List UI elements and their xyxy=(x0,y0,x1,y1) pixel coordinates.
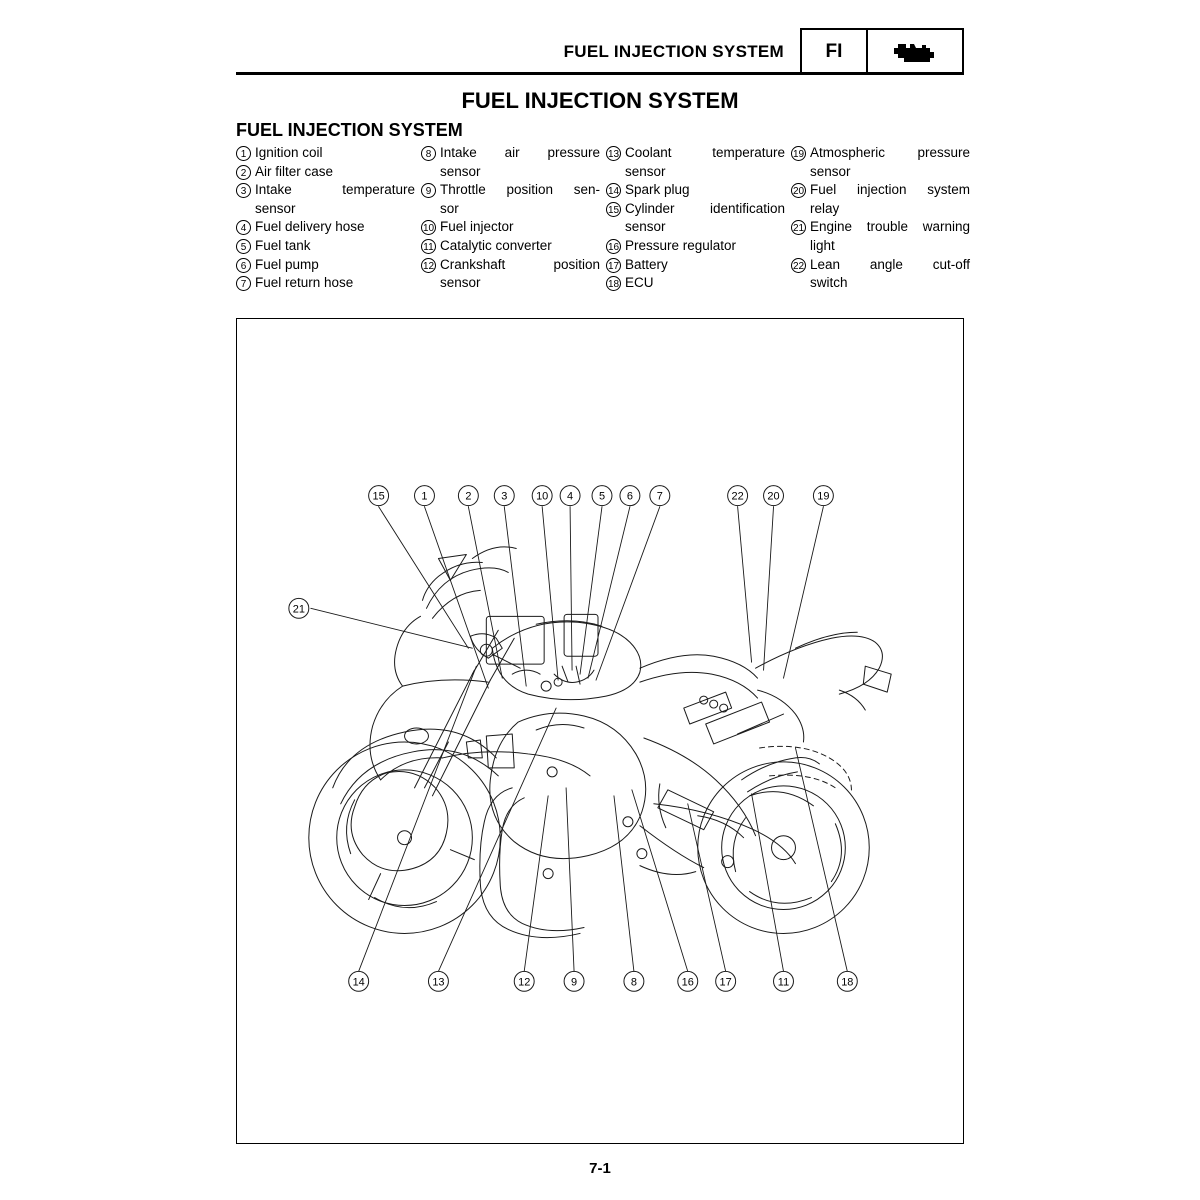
legend-column-4 xyxy=(791,144,976,293)
list-item xyxy=(791,181,970,200)
section-title: FUEL INJECTION SYSTEM xyxy=(236,120,463,140)
svg-text:3: 3 xyxy=(501,490,508,503)
legend-number: 5 xyxy=(236,239,251,254)
legend-label: Crankshaft position xyxy=(440,256,600,272)
legend-label: ECU xyxy=(625,275,654,291)
svg-text:11: 11 xyxy=(777,976,790,989)
svg-text:16: 16 xyxy=(681,976,694,989)
legend-number: 12 xyxy=(421,258,436,273)
list-item-cont xyxy=(421,163,600,182)
svg-text:2: 2 xyxy=(465,490,472,503)
legend-label: Air filter case xyxy=(255,163,334,179)
list-item xyxy=(421,144,600,163)
legend-label: sensor xyxy=(255,200,296,216)
page-number: 7-1 xyxy=(589,1160,611,1177)
legend-label: Spark plug xyxy=(625,182,690,198)
legend-number: 13 xyxy=(606,146,621,161)
list-item xyxy=(421,256,600,275)
list-item-cont xyxy=(606,218,785,237)
legend-number: 15 xyxy=(606,202,621,217)
legend-label: Fuel pump xyxy=(255,256,319,272)
list-item xyxy=(236,274,415,293)
legend-label: Fuel delivery hose xyxy=(255,219,365,235)
engine-icon xyxy=(868,30,962,73)
list-item xyxy=(236,218,415,237)
list-item xyxy=(606,181,785,200)
svg-text:17: 17 xyxy=(719,976,732,989)
legend-number: 11 xyxy=(421,239,436,254)
legend-number: 19 xyxy=(791,146,806,161)
list-item xyxy=(236,237,415,256)
figure-frame xyxy=(236,318,964,1144)
svg-text:14: 14 xyxy=(352,976,365,989)
legend-number: 20 xyxy=(791,183,806,198)
legend-label: Fuel injection system xyxy=(810,182,970,198)
legend-number: 17 xyxy=(606,258,621,273)
legend-label: sensor xyxy=(625,163,666,179)
legend-number: 3 xyxy=(236,183,251,198)
svg-text:21: 21 xyxy=(292,603,305,616)
legend-label: Intake air pressure xyxy=(440,145,600,160)
list-item xyxy=(606,144,785,163)
svg-text:6: 6 xyxy=(626,490,633,503)
list-item-cont xyxy=(791,274,970,293)
list-item xyxy=(421,181,600,200)
legend-label: Coolant temperature xyxy=(625,145,785,160)
svg-text:4: 4 xyxy=(567,490,574,503)
legend-label: sor xyxy=(440,200,459,216)
legend-label: Catalytic converter xyxy=(440,237,552,253)
list-item xyxy=(791,256,970,275)
legend-number: 14 xyxy=(606,183,621,198)
legend-label: Cylinder identification xyxy=(625,200,785,216)
page-header xyxy=(236,28,964,76)
page-title: FUEL INJECTION SYSTEM xyxy=(461,88,739,113)
legend-label: Intake temperature xyxy=(255,182,415,198)
legend-label: Throttle position sen- xyxy=(440,182,600,198)
legend-label: Battery xyxy=(625,256,668,272)
svg-text:22: 22 xyxy=(731,490,744,503)
legend-number: 8 xyxy=(421,146,436,161)
legend-label: relay xyxy=(810,200,840,216)
chapter-code: FI xyxy=(802,30,868,73)
motorcycle-diagram xyxy=(237,319,963,1143)
legend-label: Fuel tank xyxy=(255,237,311,253)
legend-number: 6 xyxy=(236,258,251,273)
list-item-cont xyxy=(421,200,600,219)
list-item-cont xyxy=(791,163,970,182)
legend-column-3 xyxy=(606,144,791,293)
svg-text:9: 9 xyxy=(571,976,578,989)
list-item-cont xyxy=(606,163,785,182)
running-title: FUEL INJECTION SYSTEM xyxy=(563,42,784,61)
list-item xyxy=(236,163,415,182)
svg-text:12: 12 xyxy=(518,976,531,989)
legend-number: 2 xyxy=(236,165,251,180)
legend-number: 4 xyxy=(236,220,251,235)
legend-label: Fuel return hose xyxy=(255,275,354,291)
list-item xyxy=(791,144,970,163)
list-item-cont xyxy=(421,274,600,293)
list-item xyxy=(236,144,415,163)
list-item xyxy=(236,181,415,200)
legend xyxy=(236,144,976,293)
legend-column-1 xyxy=(236,144,421,293)
svg-text:15: 15 xyxy=(372,490,385,503)
svg-text:13: 13 xyxy=(432,976,445,989)
legend-number: 7 xyxy=(236,276,251,291)
legend-label: sensor xyxy=(440,275,481,291)
legend-label: Ignition coil xyxy=(255,145,323,160)
list-item xyxy=(606,256,785,275)
legend-label: Pressure regulator xyxy=(625,237,737,253)
legend-label: sensor xyxy=(440,163,481,179)
list-item xyxy=(791,218,970,237)
svg-text:7: 7 xyxy=(656,490,663,503)
header-divider xyxy=(236,72,964,75)
legend-number: 22 xyxy=(791,258,806,273)
chapter-tab xyxy=(800,28,964,75)
legend-label: Lean angle cut-off xyxy=(810,256,970,272)
svg-text:5: 5 xyxy=(598,490,606,503)
legend-label: sensor xyxy=(625,219,666,235)
legend-label: switch xyxy=(810,275,848,291)
legend-label: light xyxy=(810,237,835,253)
legend-column-2 xyxy=(421,144,606,293)
legend-number: 16 xyxy=(606,239,621,254)
list-item-cont xyxy=(791,200,970,219)
list-item-cont xyxy=(791,237,970,256)
list-item xyxy=(236,256,415,275)
svg-text:18: 18 xyxy=(841,976,854,989)
legend-number: 21 xyxy=(791,220,806,235)
svg-text:8: 8 xyxy=(630,976,637,989)
svg-text:20: 20 xyxy=(767,490,780,503)
legend-label: Engine trouble warning xyxy=(810,219,970,235)
legend-number: 1 xyxy=(236,146,251,161)
svg-text:1: 1 xyxy=(421,490,428,503)
list-item xyxy=(606,200,785,219)
legend-label: Atmospheric pressure xyxy=(810,145,970,160)
legend-number: 10 xyxy=(421,220,436,235)
legend-number: 18 xyxy=(606,276,621,291)
list-item xyxy=(606,274,785,293)
legend-label: Fuel injector xyxy=(440,219,514,235)
svg-text:10: 10 xyxy=(536,490,549,503)
list-item-cont xyxy=(236,200,415,219)
list-item xyxy=(606,237,785,256)
legend-number: 9 xyxy=(421,183,436,198)
legend-label: sensor xyxy=(810,163,851,179)
list-item xyxy=(421,218,600,237)
list-item xyxy=(421,237,600,256)
svg-text:19: 19 xyxy=(817,490,830,503)
